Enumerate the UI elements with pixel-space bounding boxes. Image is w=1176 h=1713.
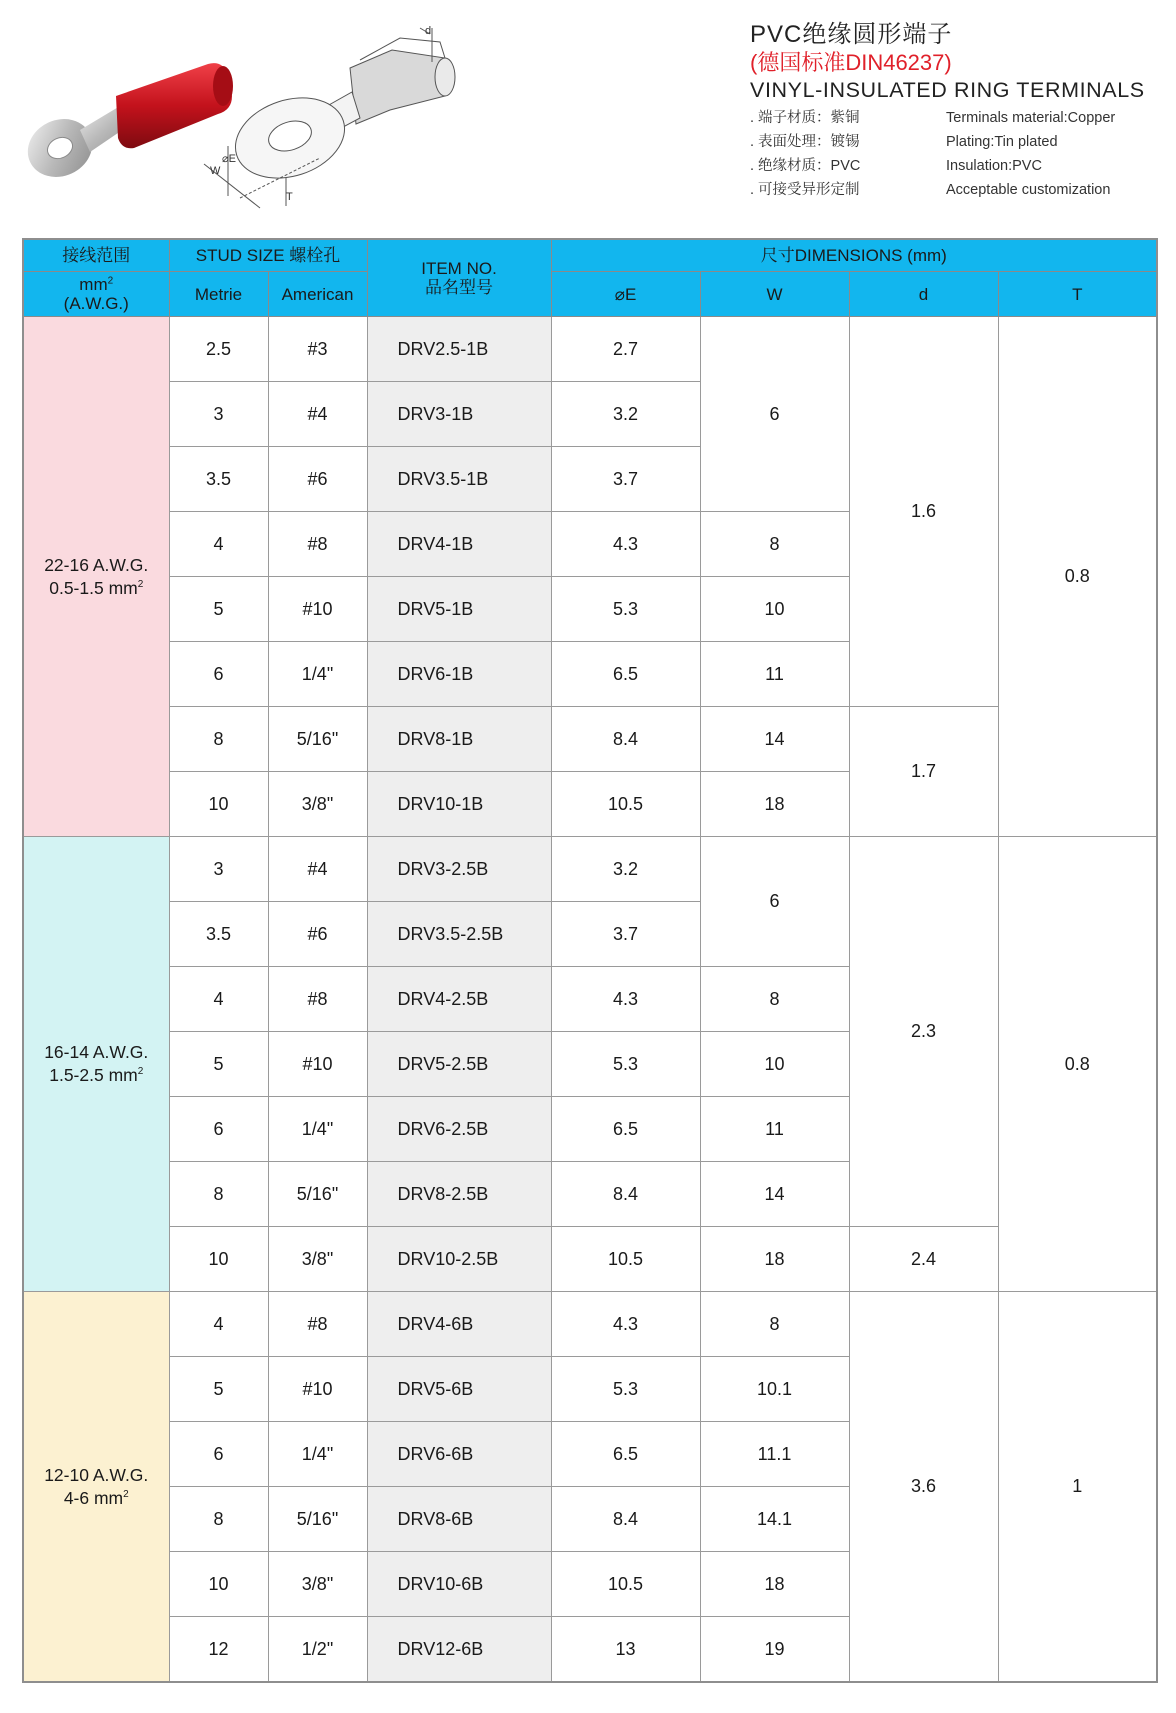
american-cell: 1/4"	[268, 642, 367, 707]
item-cell: DRV4-2.5B	[367, 967, 551, 1032]
t-cell: 0.8	[998, 837, 1157, 1292]
american-cell: 3/8"	[268, 1227, 367, 1292]
american-cell: 5/16"	[268, 707, 367, 772]
american-cell: #10	[268, 577, 367, 642]
metric-cell: 3	[169, 382, 268, 447]
metric-cell: 8	[169, 1487, 268, 1552]
range-mm: 1.5-2.5 mm	[49, 1065, 138, 1085]
american-cell: #8	[268, 967, 367, 1032]
w-cell: 10	[700, 577, 849, 642]
item-cell: DRV6-2.5B	[367, 1097, 551, 1162]
header-range-unit	[23, 272, 169, 317]
item-cell: DRV5-6B	[367, 1357, 551, 1422]
w-cell: 14	[700, 1162, 849, 1227]
header-dimensions: 尺寸DIMENSIONS (mm)	[551, 239, 1157, 272]
american-cell: #6	[268, 447, 367, 512]
spec-en-insulation: Insulation:PVC	[946, 158, 1042, 174]
item-cell: DRV10-1B	[367, 772, 551, 837]
item-cell: DRV6-6B	[367, 1422, 551, 1487]
item-cell: DRV8-1B	[367, 707, 551, 772]
e-cell: 13	[551, 1617, 700, 1683]
american-cell: #4	[268, 837, 367, 902]
title-din-standard: (德国标准DIN46237)	[750, 50, 952, 75]
drawing-label-w: W	[210, 165, 221, 177]
d-cell: 3.6	[849, 1292, 998, 1683]
american-cell: 5/16"	[268, 1487, 367, 1552]
metric-cell: 4	[169, 967, 268, 1032]
group-12-10-awg	[23, 1292, 1157, 1683]
e-cell: 3.7	[551, 902, 700, 967]
e-cell: 3.2	[551, 382, 700, 447]
american-cell: #10	[268, 1032, 367, 1097]
item-cell: DRV10-6B	[367, 1552, 551, 1617]
range-mm-sup: 2	[137, 578, 144, 590]
table-row	[23, 317, 1157, 382]
spec-cn-material: . 端子材质：紫铜	[750, 110, 860, 126]
e-cell: 5.3	[551, 577, 700, 642]
specification-table	[22, 238, 1158, 1683]
e-cell: 10.5	[551, 1227, 700, 1292]
item-cell: DRV2.5-1B	[367, 317, 551, 382]
w-cell: 18	[700, 772, 849, 837]
range-mm-sup: 2	[137, 1066, 144, 1078]
drawing-label-t: T	[286, 191, 293, 203]
american-cell: 3/8"	[268, 772, 367, 837]
w-cell: 8	[700, 512, 849, 577]
header-item-cn: 品名型号	[425, 278, 494, 297]
metric-cell: 8	[169, 1162, 268, 1227]
table-row	[23, 1227, 1157, 1292]
range-cell	[23, 317, 169, 837]
header-stud-size: STUD SIZE 螺栓孔	[169, 239, 367, 272]
item-cell: DRV6-1B	[367, 642, 551, 707]
metric-cell: 10	[169, 1227, 268, 1292]
spec-en-material: Terminals material:Copper	[946, 110, 1116, 126]
metric-cell: 5	[169, 577, 268, 642]
e-cell: 4.3	[551, 967, 700, 1032]
item-cell: DRV3-1B	[367, 382, 551, 447]
title-chinese: PVC绝缘圆形端子	[750, 21, 953, 48]
metric-cell: 3.5	[169, 447, 268, 512]
w-cell: 8	[700, 1292, 849, 1357]
e-cell: 8.4	[551, 707, 700, 772]
e-cell: 6.5	[551, 1097, 700, 1162]
table-row	[23, 1292, 1157, 1357]
w-cell: 14.1	[700, 1487, 849, 1552]
range-mm-sup: 2	[123, 1488, 129, 1500]
metric-cell: 4	[169, 1292, 268, 1357]
w-cell: 8	[700, 967, 849, 1032]
w-cell: 14	[700, 707, 849, 772]
metric-cell: 6	[169, 642, 268, 707]
item-cell: DRV10-2.5B	[367, 1227, 551, 1292]
w-cell: 19	[700, 1617, 849, 1683]
item-cell: DRV4-1B	[367, 512, 551, 577]
spec-cn-plating: . 表面处理：镀锡	[750, 134, 860, 150]
e-cell: 4.3	[551, 1292, 700, 1357]
metric-cell: 8	[169, 707, 268, 772]
metric-cell: 6	[169, 1422, 268, 1487]
drawing-label-e: ⌀E	[222, 153, 236, 165]
header-american: American	[268, 272, 367, 317]
item-cell: DRV3.5-1B	[367, 447, 551, 512]
e-cell: 3.2	[551, 837, 700, 902]
w-cell: 11	[700, 642, 849, 707]
e-cell: 5.3	[551, 1357, 700, 1422]
e-cell: 5.3	[551, 1032, 700, 1097]
table-row	[23, 837, 1157, 902]
w-cell: 18	[700, 1552, 849, 1617]
item-cell: DRV8-6B	[367, 1487, 551, 1552]
american-cell: #10	[268, 1357, 367, 1422]
header-range-mm-sup: 2	[107, 275, 114, 287]
t-cell: 0.8	[998, 317, 1157, 837]
range-mm: 4-6 mm	[63, 1487, 124, 1508]
e-cell: 8.4	[551, 1162, 700, 1227]
d-cell: 2.3	[849, 837, 998, 1227]
spec-cn-insulation: . 绝缘材质：PVC	[750, 158, 861, 174]
drawing-label-d: d	[425, 25, 432, 37]
metric-cell: 2.5	[169, 317, 268, 382]
metric-cell: 4	[169, 512, 268, 577]
metric-cell: 5	[169, 1357, 268, 1422]
w-cell: 11.1	[700, 1422, 849, 1487]
item-cell: DRV3.5-2.5B	[367, 902, 551, 967]
spec-cn-customization: . 可接受异形定制	[750, 182, 860, 198]
item-cell: DRV4-6B	[367, 1292, 551, 1357]
spec-en-customization: Acceptable customization	[946, 182, 1111, 198]
d-cell: 1.6	[849, 317, 998, 707]
metric-cell: 10	[169, 1552, 268, 1617]
header-range-mm: mm	[79, 275, 108, 294]
metric-cell: 6	[169, 1097, 268, 1162]
american-cell: #6	[268, 902, 367, 967]
w-cell: 6	[700, 317, 849, 512]
range-awg: 12-10 A.W.G.	[44, 1464, 149, 1485]
title-english: VINYL-INSULATED RING TERMINALS	[750, 78, 1145, 102]
item-cell: DRV3-2.5B	[367, 837, 551, 902]
d-cell: 1.7	[849, 707, 998, 837]
d-cell: 2.4	[849, 1227, 998, 1292]
header-d: d	[849, 272, 998, 317]
specification-table-wrapper	[22, 238, 1156, 1683]
metric-cell: 5	[169, 1032, 268, 1097]
american-cell: 1/4"	[268, 1422, 367, 1487]
title-block	[750, 20, 1160, 208]
header-item-no	[367, 239, 551, 317]
metric-cell: 3	[169, 837, 268, 902]
metric-cell: 10	[169, 772, 268, 837]
e-cell: 10.5	[551, 772, 700, 837]
e-cell: 8.4	[551, 1487, 700, 1552]
item-cell: DRV8-2.5B	[367, 1162, 551, 1227]
w-cell: 18	[700, 1227, 849, 1292]
header-t: T	[998, 272, 1157, 317]
range-cell	[23, 1292, 169, 1683]
header-e: ⌀E	[551, 272, 700, 317]
header-range-awg: (A.W.G.)	[63, 294, 129, 313]
w-cell: 11	[700, 1097, 849, 1162]
w-cell: 10	[700, 1032, 849, 1097]
e-cell: 6.5	[551, 642, 700, 707]
american-cell: 5/16"	[268, 1162, 367, 1227]
w-cell: 10.1	[700, 1357, 849, 1422]
w-cell: 6	[700, 837, 849, 967]
table-row	[23, 707, 1157, 772]
american-cell: #3	[268, 317, 367, 382]
group-16-14-awg	[23, 837, 1157, 1292]
item-cell: DRV5-1B	[367, 577, 551, 642]
t-cell: 1	[998, 1292, 1157, 1683]
range-cell	[23, 837, 169, 1292]
e-cell: 2.7	[551, 317, 700, 382]
e-cell: 3.7	[551, 447, 700, 512]
american-cell: 3/8"	[268, 1552, 367, 1617]
american-cell: #8	[268, 512, 367, 577]
range-mm: 0.5-1.5 mm	[49, 577, 138, 598]
e-cell: 4.3	[551, 512, 700, 577]
metric-cell: 12	[169, 1617, 268, 1683]
american-cell: 1/2"	[268, 1617, 367, 1683]
american-cell: 1/4"	[268, 1097, 367, 1162]
american-cell: #8	[268, 1292, 367, 1357]
header-range-cn: 接线范围	[23, 239, 169, 272]
item-cell: DRV5-2.5B	[367, 1032, 551, 1097]
metric-cell: 3.5	[169, 902, 268, 967]
range-awg: 22-16 A.W.G.	[44, 554, 149, 575]
group-22-16-awg	[23, 317, 1157, 837]
header-w: W	[700, 272, 849, 317]
spec-list	[750, 108, 1160, 208]
header-metric: Metrie	[169, 272, 268, 317]
range-awg: 16-14 A.W.G.	[44, 1042, 149, 1062]
e-cell: 10.5	[551, 1552, 700, 1617]
spec-en-plating: Plating:Tin plated	[946, 134, 1058, 150]
ring-terminal-dimension-drawing	[200, 18, 490, 218]
american-cell: #4	[268, 382, 367, 447]
item-cell: DRV12-6B	[367, 1617, 551, 1683]
e-cell: 6.5	[551, 1422, 700, 1487]
header-item-en: ITEM NO.	[421, 259, 497, 278]
